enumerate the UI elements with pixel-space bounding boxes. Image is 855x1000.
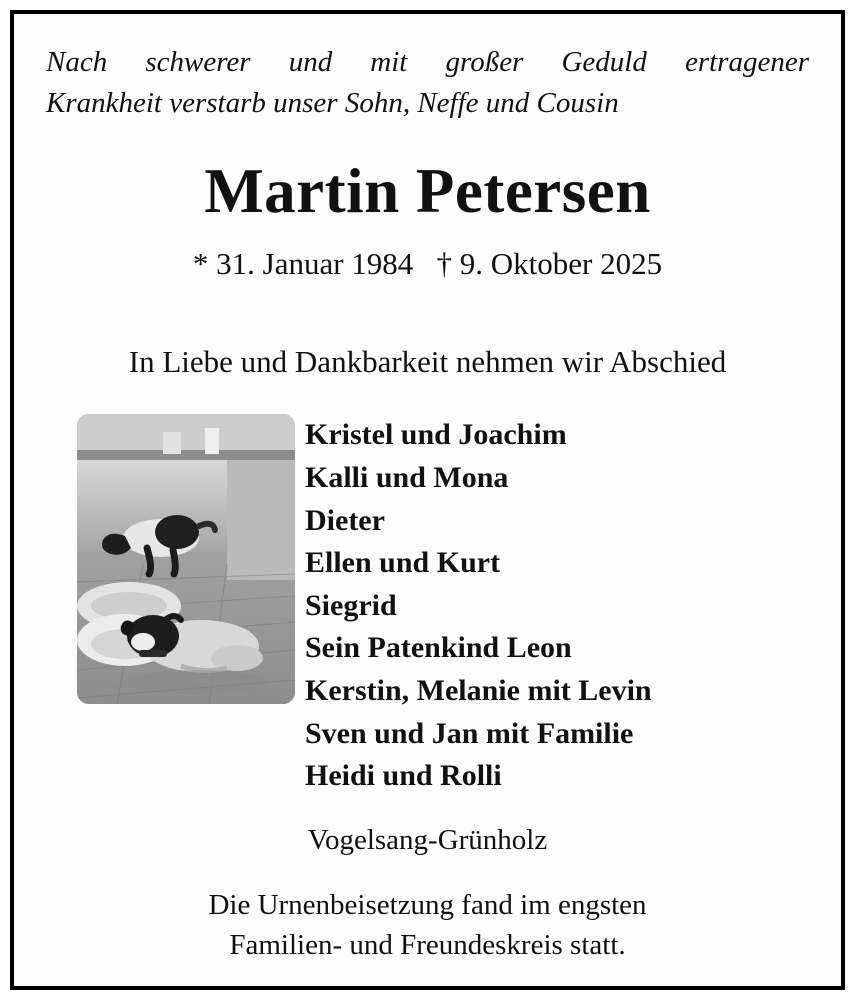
photo-container — [42, 414, 297, 704]
closing-line-2: Familien- und Freundeskreis statt. — [229, 928, 626, 961]
mourner-line: Sein Patenkind Leon — [305, 631, 572, 665]
mourner-line: Siegrid — [305, 588, 397, 622]
place-name: Vogelsang-Grünholz — [307, 823, 548, 856]
photo-and-mourners — [42, 414, 813, 797]
intro-line-2: Krankheit verstarb unser Sohn, Neffe und Cousin — [46, 87, 619, 120]
farewell-line: In Liebe und Dankbarkeit nehmen wir Abschied — [128, 344, 727, 380]
intro-line-1: Nach schwerer und mit großer Geduld ertragener — [46, 46, 809, 78]
intro-text — [46, 42, 809, 124]
mourner-line: Kalli und Mona — [305, 461, 509, 495]
memorial-photo — [77, 414, 295, 704]
mourner-line: Sven und Jan mit Familie — [305, 716, 634, 750]
mourner-line: Kerstin, Melanie mit Levin — [305, 674, 652, 708]
mourner-line: Ellen und Kurt — [305, 546, 501, 580]
mourner-line: Heidi und Rolli — [305, 759, 502, 793]
closing-line-1: Die Urnenbeisetzung fand im engsten — [208, 888, 647, 921]
closing-text — [42, 885, 813, 965]
mourners-list — [297, 414, 813, 797]
mourner-line: Kristel und Joachim — [305, 418, 567, 452]
mourner-line: Dieter — [305, 503, 385, 537]
deceased-name: Martin Petersen — [204, 156, 651, 227]
birth-death-dates: * 31. Januar 1984 † 9. Oktober 2025 — [192, 246, 663, 282]
obituary-notice — [10, 10, 845, 990]
